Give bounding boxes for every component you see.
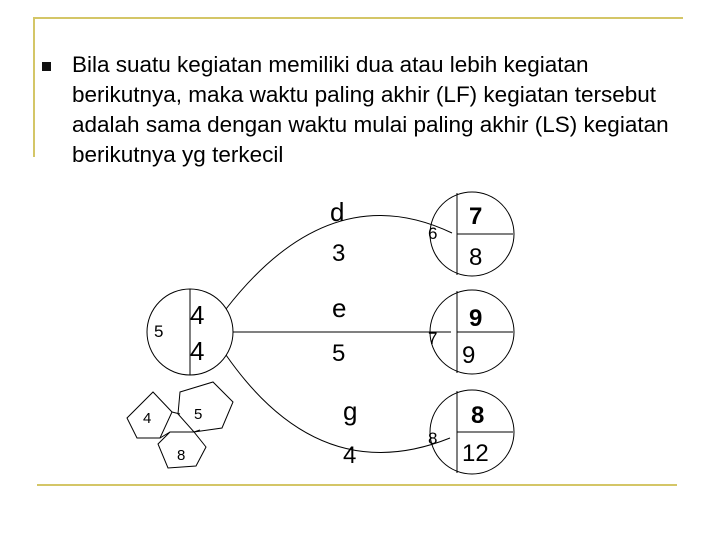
small-node-right-label: 5 (194, 406, 203, 423)
small-node-bottom-label: 8 (177, 447, 186, 464)
activity-g-duration: 4 (343, 442, 357, 469)
source-node-id: 5 (154, 322, 164, 341)
activity-d-duration: 3 (332, 240, 346, 267)
activity-d-name: d (330, 197, 345, 227)
target-node-6-es: 7 (469, 203, 483, 230)
target-node-7-id: 7 (428, 329, 438, 348)
rule-paragraph: Bila suatu kegiatan memiliki dua atau lebih kegiatan berikutnya, maka waktu paling akhir (LF) kegiatan tersebut adalah sama dengan waktu mulai paling akhir (LS) kegiatan berikutnya yg terkecil (72, 52, 669, 167)
small-node-right (178, 382, 233, 432)
source-node-es: 4 (190, 300, 205, 330)
target-node-6-ls: 8 (469, 244, 483, 271)
target-node-8-ls: 12 (462, 440, 489, 467)
small-link-left-right (172, 412, 180, 414)
small-node-left-label: 4 (143, 410, 152, 427)
activity-g-name: g (343, 396, 358, 426)
target-node-6-id: 6 (428, 224, 438, 243)
activity-e-name: e (332, 293, 347, 323)
target-node-7-ls: 9 (462, 342, 476, 369)
target-node-7-es: 9 (469, 305, 483, 332)
source-node-ls: 4 (190, 336, 205, 366)
activity-e-duration: 5 (332, 340, 346, 367)
arrow-g (226, 355, 450, 452)
target-node-8-es: 8 (471, 402, 485, 429)
target-node-8-id: 8 (428, 429, 438, 448)
